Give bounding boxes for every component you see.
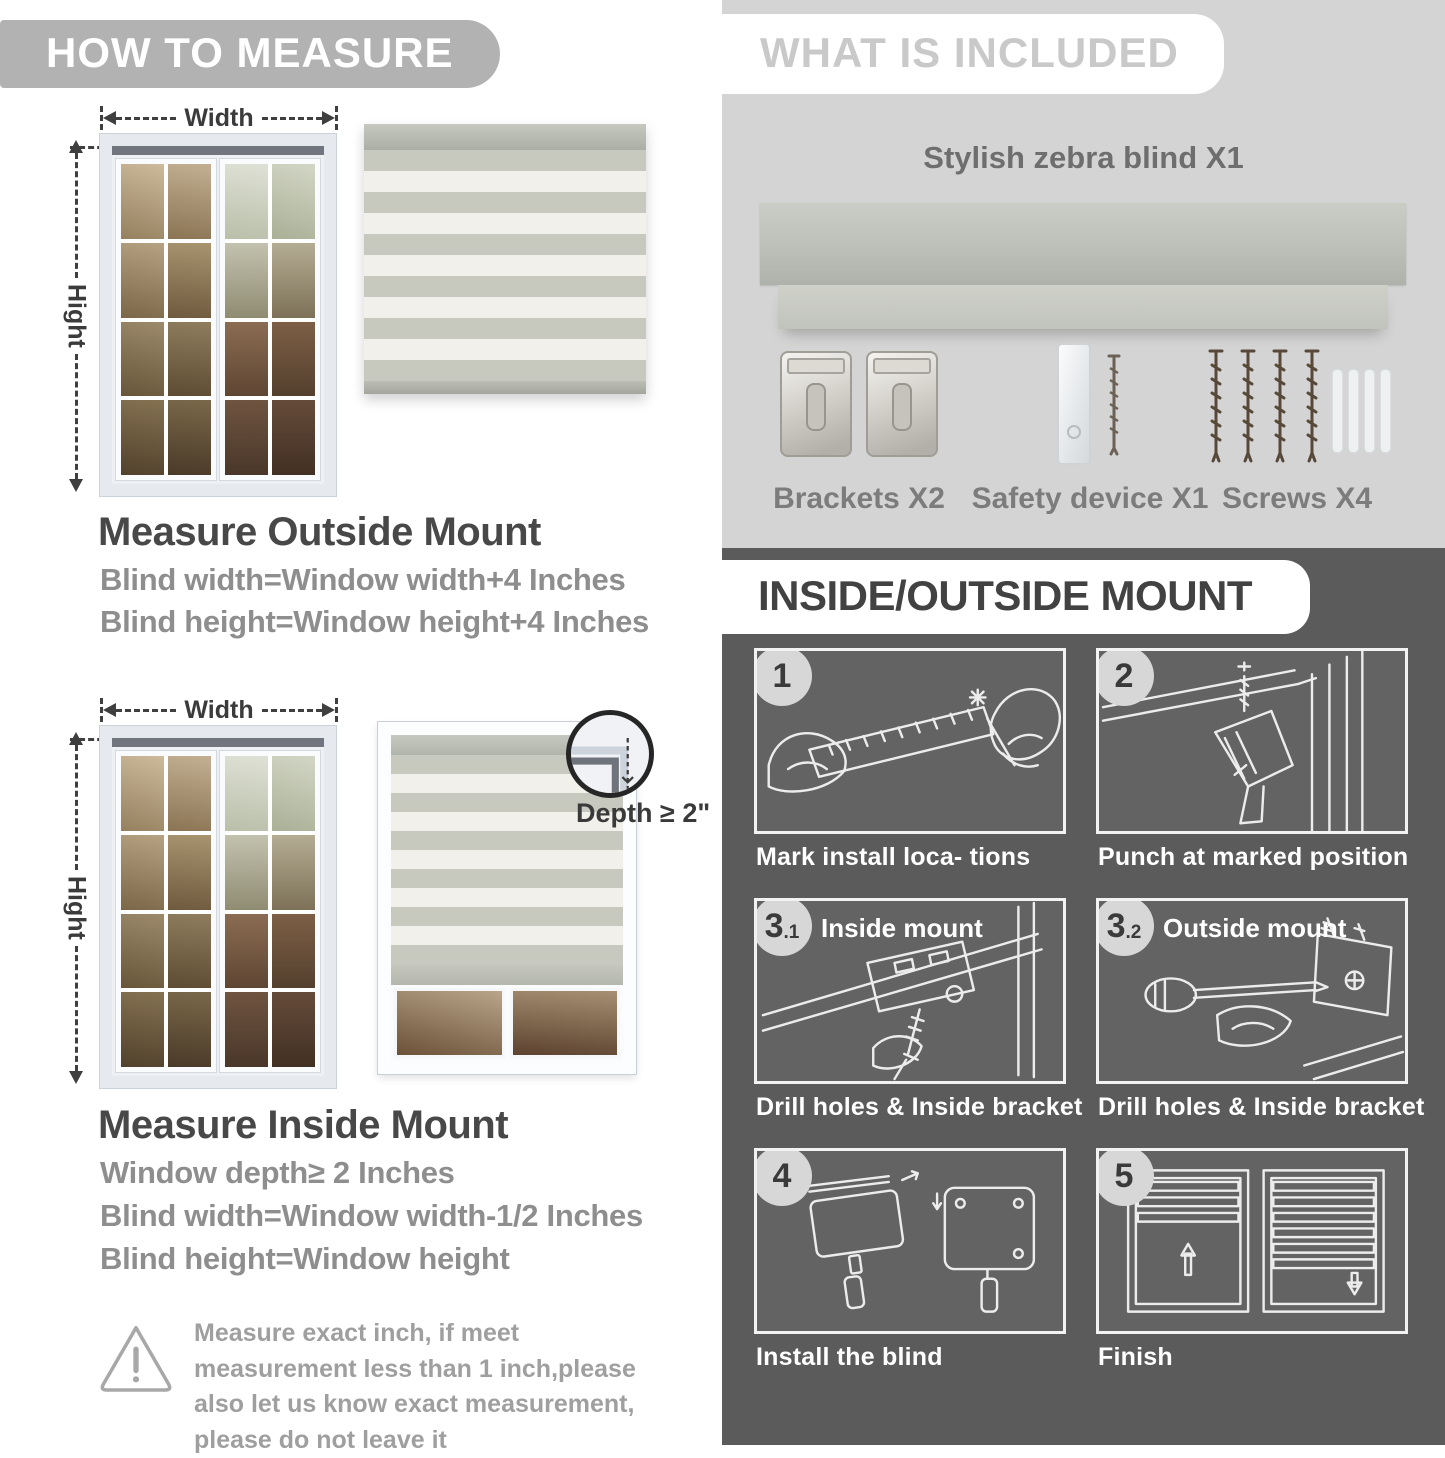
window-sash-right xyxy=(220,751,320,1072)
inside-outside-mount-section xyxy=(722,548,1445,1445)
step-3-1 xyxy=(754,898,1083,1122)
depth-label: Depth ≥ 2" xyxy=(576,798,711,828)
included-item-screws xyxy=(1197,338,1397,516)
arrow-down-icon xyxy=(69,1071,83,1084)
arrow-right-icon xyxy=(322,111,335,125)
blind-cassette xyxy=(364,124,646,150)
formula-line: Blind height=Window height+4 Inches xyxy=(100,604,649,639)
step-number-badge: 3 .2 xyxy=(1096,898,1154,956)
step-caption: Drill holes & Inside bracket xyxy=(1098,1093,1425,1121)
depth-magnifier-icon xyxy=(566,710,654,798)
step-caption: Drill holes & Inside bracket xyxy=(756,1093,1083,1121)
width-arrow xyxy=(100,103,338,132)
step-number-badge: 3 .1 xyxy=(754,898,812,956)
step-panel xyxy=(754,648,1066,834)
window-sash-left xyxy=(116,751,216,1072)
step-panel xyxy=(1096,648,1408,834)
step-caption: Finish xyxy=(1098,1343,1173,1371)
item-label: Screws X4 xyxy=(1221,482,1373,515)
arrow-left-icon xyxy=(103,111,116,125)
warning-triangle-icon xyxy=(96,1316,176,1400)
window-illustration-outside xyxy=(100,134,336,496)
window-panes-below-blind xyxy=(391,985,623,1061)
zebra-blind-illustration xyxy=(364,124,646,394)
arrow-up-icon xyxy=(69,140,83,153)
screw-icon xyxy=(1105,352,1123,456)
step-caption: Punch at marked position xyxy=(1098,843,1409,871)
step-number-badge: 4 xyxy=(754,1148,812,1206)
zebra-blind-fabric-roll xyxy=(778,285,1388,329)
arrow-left-icon xyxy=(103,703,116,717)
step-1 xyxy=(754,648,1066,872)
blind-bottom-rail xyxy=(364,381,646,394)
bracket-icon xyxy=(866,351,938,457)
brackets-image xyxy=(780,338,938,470)
formula-line: Blind width=Window width-1/2 Inches xyxy=(100,1198,643,1233)
window-top-jamb xyxy=(112,146,324,155)
window-sash-left xyxy=(116,159,216,480)
mount-section-header: INSIDE/OUTSIDE MOUNT xyxy=(722,560,1310,634)
blind-stripes xyxy=(364,150,646,381)
arrow-right-icon xyxy=(322,703,335,717)
step-panel xyxy=(1096,1148,1408,1334)
item-label: Brackets X2 xyxy=(773,482,945,515)
step-3-2 xyxy=(1096,898,1425,1122)
how-to-measure-header: HOW TO MEASURE xyxy=(0,20,500,88)
width-label: Width xyxy=(184,695,254,724)
how-to-measure-section xyxy=(0,0,722,1454)
step-5 xyxy=(1096,1148,1408,1372)
measurement-warning xyxy=(96,1316,642,1458)
measure-inside-title: Measure Inside Mount xyxy=(98,1103,509,1147)
safety-device-image xyxy=(1057,338,1123,470)
window-sash-right xyxy=(220,159,320,480)
what-is-included-section xyxy=(722,0,1445,548)
height-arrow xyxy=(62,732,91,1084)
screws-image xyxy=(1202,338,1392,470)
height-label: Hight xyxy=(62,876,91,940)
step-number-badge: 2 xyxy=(1096,648,1154,706)
step-panel xyxy=(754,898,1066,1084)
formula-line: Blind height=Window height xyxy=(100,1241,510,1276)
arrow-tick xyxy=(335,106,338,130)
step-caption: Install the blind xyxy=(756,1343,943,1371)
corner-detail xyxy=(571,715,649,793)
arrow-down-icon xyxy=(69,479,83,492)
item-label: Safety device X1 xyxy=(971,482,1209,515)
step-number-badge: 1 xyxy=(754,648,812,706)
product-label: Stylish zebra blind X1 xyxy=(923,140,1244,175)
width-label: Width xyxy=(184,103,254,132)
step-number-badge: 5 xyxy=(1096,1148,1154,1206)
width-arrow xyxy=(100,695,338,724)
step-title: Inside mount xyxy=(821,913,983,943)
step-caption: Mark install loca- tions xyxy=(756,843,1031,871)
window-illustration-inside xyxy=(100,726,336,1088)
screws-and-anchors-icon xyxy=(1202,341,1392,467)
warning-text: Measure exact inch, if meet measurement less than 1 inch,please also let us know exact measurement, please do not leave it xyxy=(194,1319,636,1454)
measure-outside-title: Measure Outside Mount xyxy=(98,510,541,554)
arrow-up-icon xyxy=(69,732,83,745)
formula-line: Window depth≥ 2 Inches xyxy=(100,1155,455,1190)
step-panel xyxy=(1096,898,1408,1084)
included-item-brackets xyxy=(754,338,964,516)
safety-device-icon xyxy=(1057,343,1091,465)
zebra-blind-headrail xyxy=(760,203,1406,285)
step-4 xyxy=(754,1148,1066,1372)
included-item-safety-device xyxy=(971,338,1209,516)
installation-steps xyxy=(754,648,1425,1372)
step-title: Outside mount xyxy=(1163,913,1347,943)
height-label: Hight xyxy=(62,284,91,348)
what-is-included-header: WHAT IS INCLUDED xyxy=(722,14,1224,94)
bracket-icon xyxy=(780,351,852,457)
formula-line: Blind width=Window width+4 Inches xyxy=(100,562,626,597)
step-panel xyxy=(754,1148,1066,1334)
window-top-jamb xyxy=(112,738,324,747)
step-2 xyxy=(1096,648,1408,872)
height-arrow xyxy=(62,140,91,492)
blind-bottom-rail xyxy=(391,961,623,985)
